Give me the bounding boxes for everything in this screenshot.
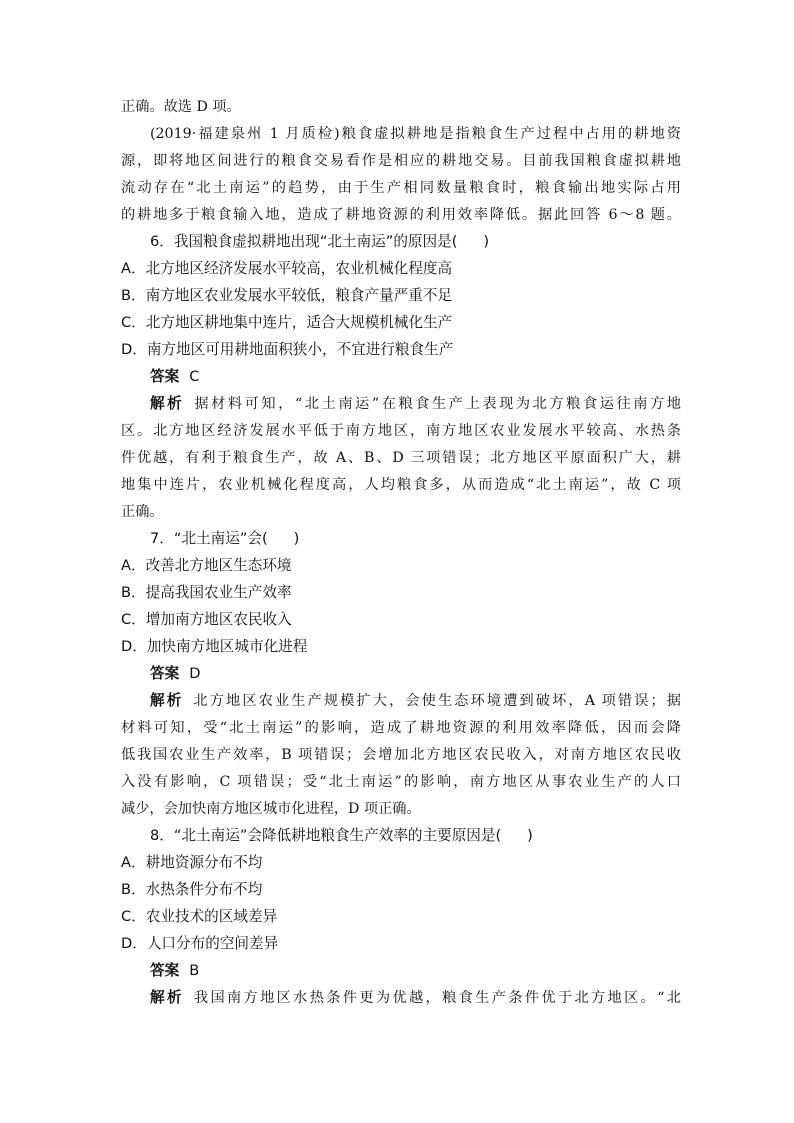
question-6-analysis-line: 区。北方地区经济发展水平低于南方地区，南方地区农业发展水平较高、水热条 bbox=[121, 423, 681, 439]
question-7-analysis-line: 材料可知，受“北土南运”的影响，造成了耕地资源的利用效率降低，因而会降 bbox=[121, 720, 681, 736]
passage-line: 源，即将地区间进行的粮食交易看作是相应的耕地交易。目前我国粮食虚拟耕地 bbox=[121, 153, 681, 169]
question-8-option-c: C．农业技术的区域差异 bbox=[121, 908, 278, 925]
passage-line: 的耕地多于粮食输入地，造成了耕地资源的利用效率降低。据此回答 6～8 题。 bbox=[121, 207, 681, 223]
passage-line: 流动存在“北土南运”的趋势，由于生产相同数量粮食时，粮食输出地实际占用 bbox=[121, 180, 681, 196]
answer-label: 答案 bbox=[150, 962, 180, 979]
answer-value: D bbox=[189, 665, 201, 682]
question-8-option-a: A．耕地资源分布不均 bbox=[121, 854, 263, 871]
question-8-option-b: B．水热条件分布不均 bbox=[121, 881, 263, 898]
question-7-option-c: C．增加南方地区农民收入 bbox=[121, 611, 292, 628]
analysis-text: 我国南方地区水热条件更为优越，粮食生产条件优于北方地区。“北 bbox=[193, 990, 681, 1006]
answer-label: 答案 bbox=[150, 665, 180, 682]
question-7-stem bbox=[150, 529, 681, 549]
question-7-option-d: D．加快南方地区城市化进程 bbox=[121, 638, 308, 655]
answer-value: C bbox=[189, 368, 200, 385]
question-7-analysis-line: 入没有影响，C 项错误；受“北土南运”的影响，南方地区从事农业生产的人口 bbox=[121, 774, 681, 790]
answer-value: B bbox=[189, 962, 200, 979]
question-7-analysis-line: 低我国农业生产效率，B 项错误；会增加北方地区农民收入，对南方地区农民收 bbox=[121, 747, 681, 763]
question-7-analysis-line bbox=[150, 691, 681, 711]
question-6-analysis-line: 正确。 bbox=[121, 504, 164, 520]
question-8-option-d: D．人口分布的空间差异 bbox=[121, 935, 279, 952]
passage-line: 正确。故选 D 项。 bbox=[121, 99, 241, 115]
question-6-stem bbox=[150, 232, 681, 252]
question-6-answer bbox=[150, 367, 681, 387]
question-6-analysis-line: 地集中连片，农业机械化程度高，人均粮食多，从而造成“北土南运”，故 C 项 bbox=[121, 477, 681, 493]
question-6-option-b: B．南方地区农业发展水平较低，粮食产量严重不足 bbox=[121, 287, 453, 304]
question-6-option-d: D．南方地区可用耕地面积狭小，不宜进行粮食生产 bbox=[121, 341, 454, 358]
question-7-option-a: A．改善北方地区生态环境 bbox=[121, 557, 292, 574]
question-8-stem bbox=[150, 826, 681, 846]
analysis-text: 据材料可知，“北土南运”在粮食生产上表现为北方粮食运往南方地 bbox=[194, 396, 681, 412]
question-6-analysis-line: 件优越，有利于粮食生产，故 A、B、D 三项错误；北方地区平原面积广大，耕 bbox=[121, 450, 681, 466]
question-8-answer bbox=[150, 961, 681, 981]
passage-line: (2019·福建泉州 1 月质检)粮食虚拟耕地是指粮食生产过程中占用的耕地资 bbox=[150, 126, 681, 142]
question-7-option-b: B．提高我国农业生产效率 bbox=[121, 584, 292, 601]
question-stem-text: 8．“北土南运”会降低耕地粮食生产效率的主要原因是( bbox=[150, 827, 502, 844]
analysis-text: 北方地区农业生产规模扩大，会使生态环境遭到破坏，A 项错误；据 bbox=[193, 693, 681, 709]
question-6-option-a: A．北方地区经济发展水平较高，农业机械化程度高 bbox=[121, 260, 453, 277]
question-stem-text: 6．我国粮食虚拟耕地出现“北土南运”的原因是( bbox=[150, 233, 458, 250]
question-7-analysis-line: 减少，会加快南方地区城市化进程，D 项正确。 bbox=[121, 801, 421, 817]
question-stem-close: ) bbox=[483, 233, 490, 250]
question-6-analysis-line bbox=[150, 394, 681, 414]
question-stem-close: ) bbox=[527, 827, 533, 844]
question-8-analysis-line bbox=[150, 988, 681, 1008]
question-stem-close: ) bbox=[293, 530, 300, 547]
analysis-label: 解析 bbox=[150, 692, 184, 709]
analysis-label: 解析 bbox=[150, 989, 184, 1006]
question-7-answer bbox=[150, 664, 681, 684]
analysis-label: 解析 bbox=[150, 395, 185, 412]
question-6-option-c: C．北方地区耕地集中连片，适合大规模机械化生产 bbox=[121, 314, 453, 331]
question-stem-text: 7．“北土南运”会( bbox=[150, 530, 268, 547]
answer-label: 答案 bbox=[150, 368, 180, 385]
